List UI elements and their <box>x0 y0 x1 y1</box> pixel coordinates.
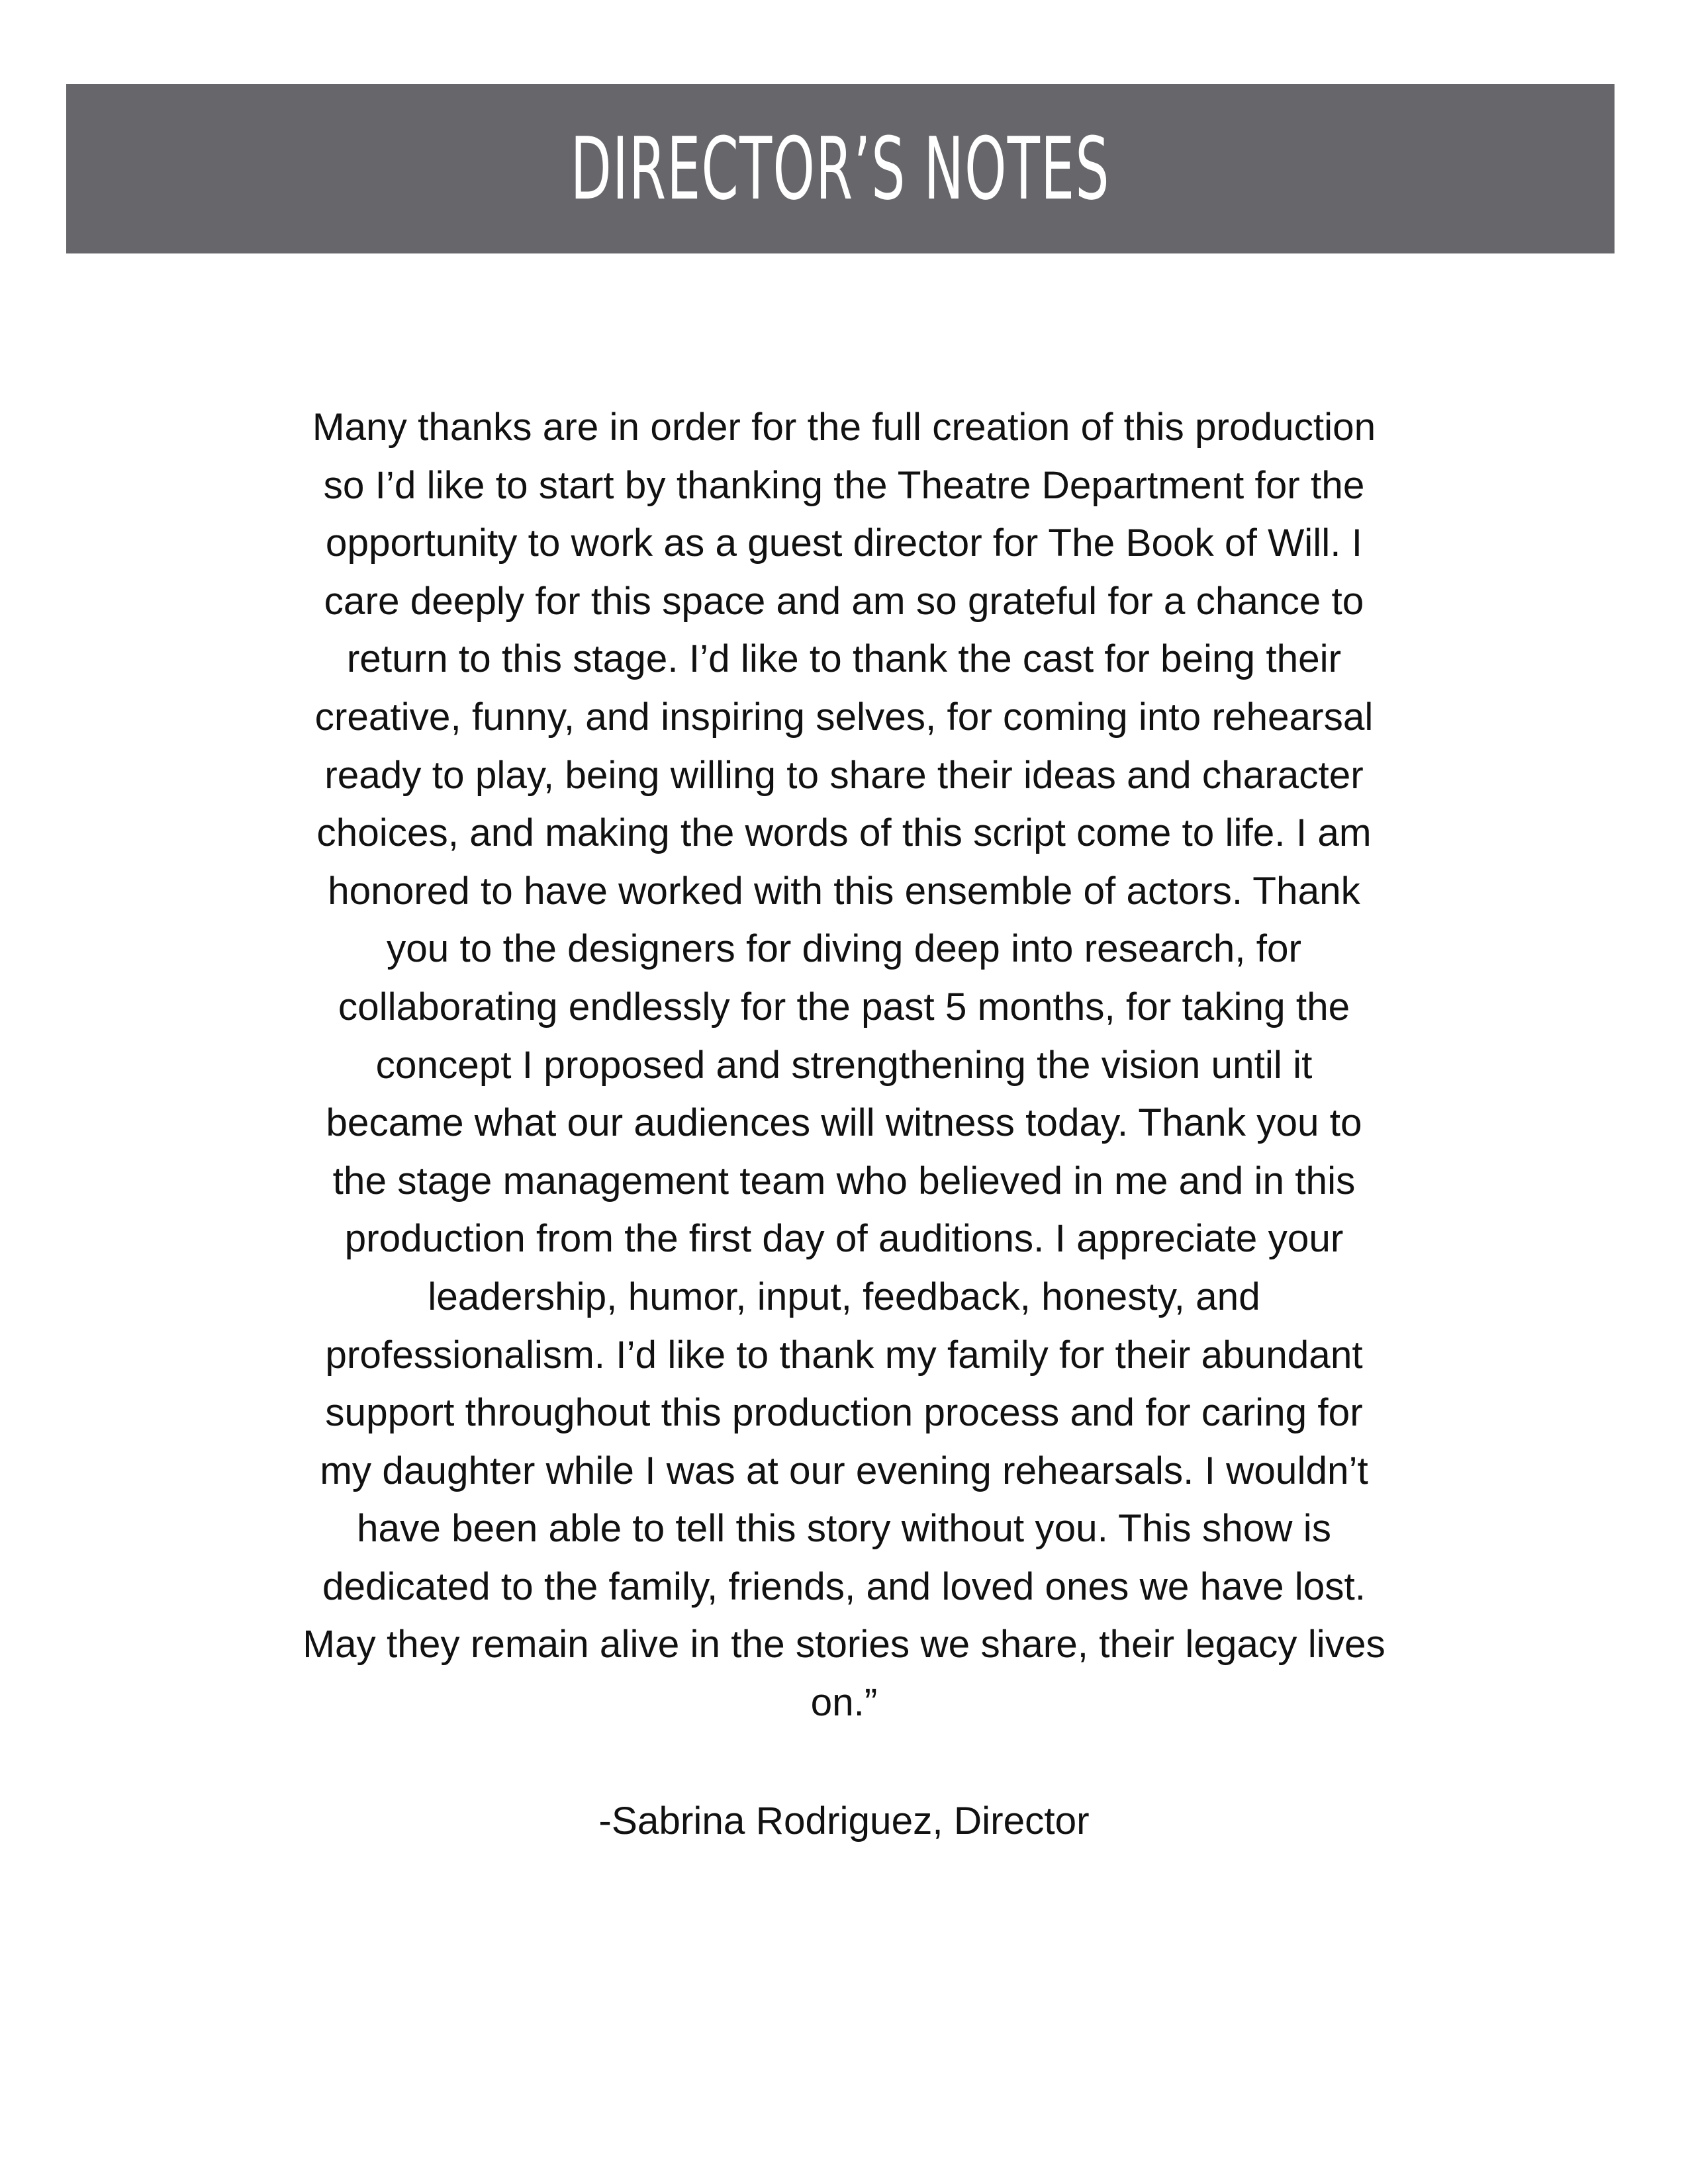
notes-line: return to this stage. I’d like to thank the cast for being their <box>346 637 1342 681</box>
notes-line: on.” <box>810 1681 878 1725</box>
notes-line: honored to have worked with this ensemble of actors. Thank <box>328 869 1360 913</box>
directors-notes-body <box>159 398 1529 1732</box>
notes-line: became what our audiences will witness today. Thank you to <box>326 1101 1362 1145</box>
notes-line: so I’d like to start by thanking the Theatre Department for the <box>323 463 1365 507</box>
notes-line: creative, funny, and inspiring selves, for coming into rehearsal <box>314 695 1374 739</box>
notes-line: the stage management team who believed in me and in this <box>332 1159 1356 1203</box>
notes-line: ready to play, being willing to share their ideas and character <box>324 753 1364 797</box>
page-title: DIRECTOR’S NOTES <box>570 118 1111 219</box>
notes-line: Many thanks are in order for the full creation of this production <box>312 406 1376 449</box>
notes-line: care deeply for this space and am so grateful for a chance to <box>324 579 1364 623</box>
director-signature: -Sabrina Rodriguez, Director <box>598 1799 1090 1843</box>
notes-line: choices, and making the words of this script come to life. I am <box>316 811 1372 855</box>
notes-line: May they remain alive in the stories we share, their legacy lives <box>303 1623 1385 1666</box>
notes-line: leadership, humor, input, feedback, honesty, and <box>428 1275 1260 1318</box>
notes-line: concept I proposed and strengthening the vision until it <box>375 1043 1313 1087</box>
notes-line: have been able to tell this story without you. This show is <box>357 1507 1331 1551</box>
notes-line: production from the first day of auditions. I appreciate your <box>344 1217 1344 1261</box>
notes-line: opportunity to work as a guest director for The Book of Will. I <box>325 522 1363 565</box>
notes-line: you to the designers for diving deep into research, for <box>386 927 1302 971</box>
notes-line: dedicated to the family, friends, and loved ones we have lost. <box>322 1565 1366 1608</box>
notes-line: collaborating endlessly for the past 5 months, for taking the <box>338 985 1350 1028</box>
notes-line: professionalism. I’d like to thank my family for their abundant <box>325 1333 1363 1377</box>
notes-line: support throughout this production process and for caring for <box>325 1391 1363 1435</box>
notes-line: my daughter while I was at our evening rehearsals. I wouldn’t <box>320 1449 1368 1492</box>
header-banner <box>66 84 1615 253</box>
